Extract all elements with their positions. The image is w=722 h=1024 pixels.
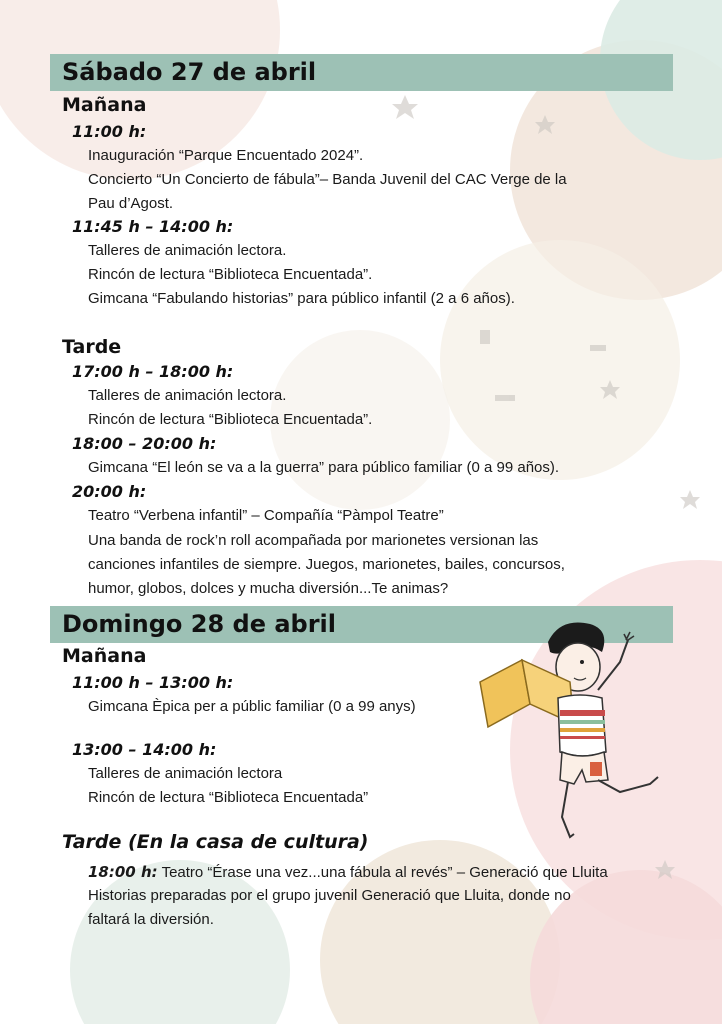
event-line: Gimcana “Fabulando historias” para público infantil (2 a 6 años). (88, 290, 515, 307)
event-line: Talleres de animación lectora. (88, 387, 287, 404)
time-slot: 11:00 h – 13:00 h: (72, 673, 234, 692)
period-saturday-afternoon: Tarde (62, 336, 122, 358)
event-line (88, 863, 608, 881)
time-slot-inline: 18:00 h: (88, 863, 158, 881)
time-slot: 11:45 h – 14:00 h: (72, 217, 234, 236)
event-line: Gimcana Èpica per a públic familiar (0 a 99 anys) (88, 698, 416, 715)
event-line: Talleres de animación lectora (88, 765, 283, 782)
event-line: Una banda de rock’n roll acompañada por marionetes versionan las (88, 532, 539, 549)
event-line: faltará la diversión. (88, 911, 214, 928)
time-slot: 18:00 – 20:00 h: (72, 434, 217, 453)
event-line: humor, globos, dolces y mucha diversión...Te animas? (88, 580, 449, 597)
event-line: Inauguración “Parque Encuentado 2024”. (88, 147, 364, 164)
time-slot: 20:00 h: (72, 482, 147, 501)
child-reading-illustration (470, 612, 690, 857)
day-heading-saturday: Sábado 27 de abril (50, 54, 673, 91)
event-line: canciones infantiles de siempre. Juegos, marionetes, bailes, concursos, (88, 556, 565, 573)
event-line: Gimcana “El león se va a la guerra” para público familiar (0 a 99 años). (88, 459, 560, 476)
period-sunday-morning: Mañana (62, 645, 147, 667)
event-line: Pau d’Agost. (88, 195, 174, 212)
time-slot: 13:00 – 14:00 h: (72, 740, 217, 759)
period-saturday-morning: Mañana (62, 94, 147, 116)
event-line: Teatro “Verbena infantil” – Compañía “Pàmpol Teatre” (88, 507, 444, 524)
time-slot: 17:00 h – 18:00 h: (72, 362, 234, 381)
event-line: Concierto “Un Concierto de fábula”– Banda Juvenil del CAC Verge de la (88, 171, 567, 188)
event-line: Talleres de animación lectora. (88, 242, 287, 259)
event-line: Rincón de lectura “Biblioteca Encuentada”. (88, 266, 373, 283)
event-line: Historias preparadas por el grupo juvenil Generació que Lluita, donde no (88, 887, 571, 904)
day-heading-sunday: Domingo 28 de abril (50, 606, 673, 643)
event-line: Rincón de lectura “Biblioteca Encuentada” (88, 789, 369, 806)
event-line: Rincón de lectura “Biblioteca Encuentada”. (88, 411, 373, 428)
time-slot: 11:00 h: (72, 122, 147, 141)
period-sunday-afternoon: Tarde (En la casa de cultura) (62, 831, 369, 853)
event-text: Teatro “Érase una vez...una fábula al revés” – Generació que Lluita (161, 864, 608, 881)
